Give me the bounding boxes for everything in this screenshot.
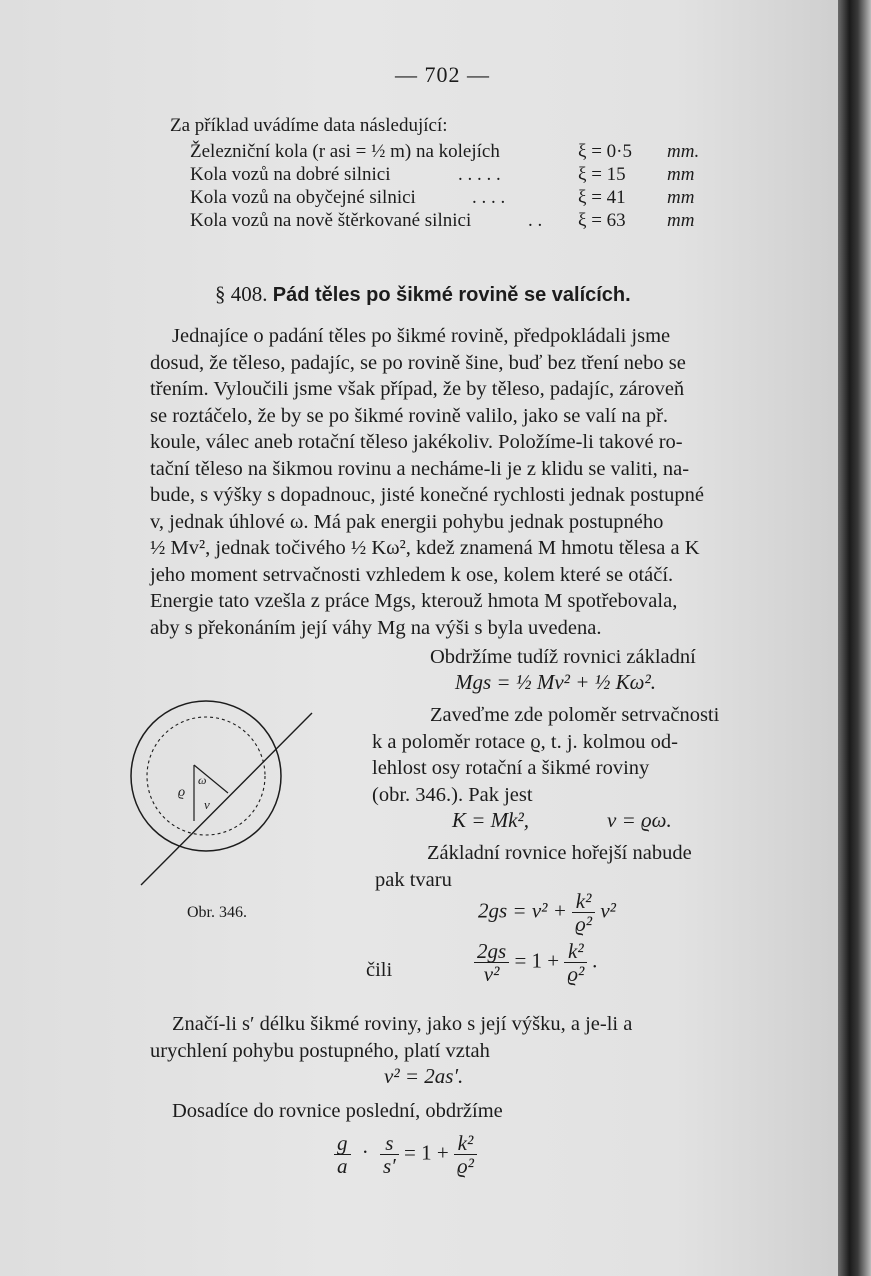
- text-line: jeho moment setrvačnosti vzhledem k ose, kolem které se otáčí.: [150, 563, 674, 586]
- table-row-dots: . .: [528, 210, 543, 231]
- text-line: urychlení pohybu postupného, platí vztah: [150, 1039, 490, 1062]
- fraction: [334, 1132, 351, 1177]
- figure-label-v: v: [204, 797, 210, 812]
- table-row-label: Železniční kola (r asi = ½ m) na kolejích: [190, 141, 500, 162]
- figure-caption: Obr. 346.: [187, 904, 247, 921]
- table-row-unit: mm: [667, 187, 695, 208]
- eq-k-left: K = Mk²,: [452, 808, 530, 832]
- section-title: Pád těles po šikmé rovině se valících.: [272, 284, 631, 306]
- fraction-numerator: g: [334, 1132, 351, 1155]
- table-intro: Za příklad uvádíme data následující:: [170, 115, 448, 136]
- text-line: pak tvaru: [375, 868, 452, 891]
- table-row-unit: mm: [667, 210, 695, 231]
- fraction: [380, 1132, 399, 1177]
- fraction-denominator: ϱ²: [575, 912, 593, 936]
- fraction-numerator: k²: [454, 1132, 477, 1155]
- inclined-plane-line: [141, 713, 312, 885]
- text-line: Energie tato vzešla z práce Mgs, kterouž hmota M spotřebovala,: [150, 590, 678, 612]
- table-row-value: ξ = 0·5: [578, 141, 633, 162]
- text-line: Zaveďme zde poloměr setrvačnosti: [430, 704, 720, 726]
- table-row-label: Kola vozů na nově štěrkované silnici: [190, 210, 472, 231]
- word-cili: čili: [366, 959, 393, 981]
- fraction-numerator: k²: [564, 940, 587, 963]
- fraction-denominator: a: [337, 1154, 348, 1178]
- fraction-denominator: v²: [483, 962, 500, 986]
- text-line: k a poloměr rotace ϱ, t. j. kolmou od-: [372, 730, 678, 753]
- table-row-unit: mm: [667, 164, 695, 185]
- fraction: [454, 1132, 477, 1177]
- paragraph-intro: [150, 323, 770, 641]
- text-line: tační těleso na šikmou rovinu a necháme-li je z klidu se valiti, na-: [150, 457, 690, 480]
- text-line: třením. Vyloučili jsme však případ, že by těleso, padajíc, zároveň: [150, 378, 685, 400]
- fraction: [572, 890, 595, 935]
- fraction-denominator: s′: [383, 1154, 396, 1178]
- section-heading: [215, 282, 631, 307]
- table-row-unit: mm.: [667, 141, 700, 162]
- figure-label-omega: ω: [198, 773, 207, 787]
- figure-label-rho: ϱ: [178, 785, 186, 800]
- eq-k-right: v = ϱω.: [607, 808, 672, 832]
- fraction-numerator: k²: [572, 890, 595, 913]
- eq-final: [334, 1132, 477, 1177]
- fraction-numerator: s: [380, 1132, 399, 1155]
- eq-2gs: [478, 890, 616, 935]
- eq-2gs-tail: v²: [600, 898, 616, 923]
- text-line: Základní rovnice hořejší nabude: [427, 842, 692, 864]
- table-row-dots: . . . .: [472, 187, 506, 208]
- fraction: [474, 940, 509, 985]
- table-row-value: ξ = 15: [578, 164, 626, 185]
- radius-text: [372, 702, 719, 808]
- fraction-numerator: 2gs: [474, 940, 509, 963]
- rolling-body-figure: [120, 695, 320, 895]
- substitute-text: Dosadíce do rovnice poslední, obdržíme: [172, 1100, 503, 1122]
- eq-v2: v² = 2as′.: [384, 1064, 464, 1088]
- page-number: — 702 —: [395, 62, 490, 87]
- text-line: v, jednak úhlové ω. Má pak energii pohybu jednak postupného: [150, 510, 664, 533]
- text-line: Jednajíce o padání těles po šikmé rovině, předpokládali jsme: [172, 325, 671, 347]
- table-row-value: ξ = 63: [578, 210, 626, 231]
- basic-equation: Mgs = ½ Mv² + ½ Kω².: [455, 670, 656, 694]
- eq-2gs-lhs: 2gs = v² +: [478, 898, 567, 923]
- text-line: ½ Mv², jednak točivého ½ Kω², kdež znamená M hmotu tělesa a K: [150, 537, 700, 559]
- text-line: lehlost osy rotační a šikmé roviny: [372, 757, 650, 779]
- paragraph-second: [150, 1011, 770, 1064]
- text-line: dosud, že těleso, padajíc, se po rovině šine, buď bez tření nebo se: [150, 351, 686, 374]
- fraction-denominator: ϱ²: [456, 1154, 474, 1178]
- table-row-label: Kola vozů na dobré silnici: [190, 164, 391, 185]
- text-line: se roztáčelo, že by se po šikmé rovině valilo, jako se valí na př.: [150, 404, 669, 427]
- eq-cili-tail: .: [592, 948, 598, 973]
- basic-equation-intro: Obdržíme tudíž rovnici základní: [430, 646, 696, 668]
- eq-final-mid: = 1 +: [404, 1140, 449, 1165]
- table-row-dots: . . . . .: [458, 164, 501, 185]
- text-line: (obr. 346.). Pak jest: [372, 783, 533, 806]
- table-row-value: ξ = 41: [578, 187, 626, 208]
- eq-cili: [474, 940, 598, 985]
- section-number: § 408.: [215, 282, 268, 306]
- text-line: aby s překonáním její váhy Mg na výši s byla uvedena.: [150, 616, 602, 639]
- text-line: koule, válec aneb rotační těleso jakékoliv. Položíme-li takové ro-: [150, 431, 683, 453]
- page-binding-edge: [838, 0, 871, 1276]
- text-line: bude, s výšky s dopadnouc, jisté konečné rychlosti jednak postupné: [150, 484, 704, 506]
- table-row-label: Kola vozů na obyčejné silnici: [190, 187, 416, 208]
- fraction: [564, 940, 587, 985]
- text-line: Značí-li s′ délku šikmé roviny, jako s její výšku, a je-li a: [172, 1013, 633, 1035]
- eq-final-dot: ·: [361, 1140, 369, 1165]
- fraction-denominator: ϱ²: [567, 962, 585, 986]
- upper-eq-text: [375, 840, 692, 893]
- eq-cili-mid: = 1 +: [514, 948, 560, 973]
